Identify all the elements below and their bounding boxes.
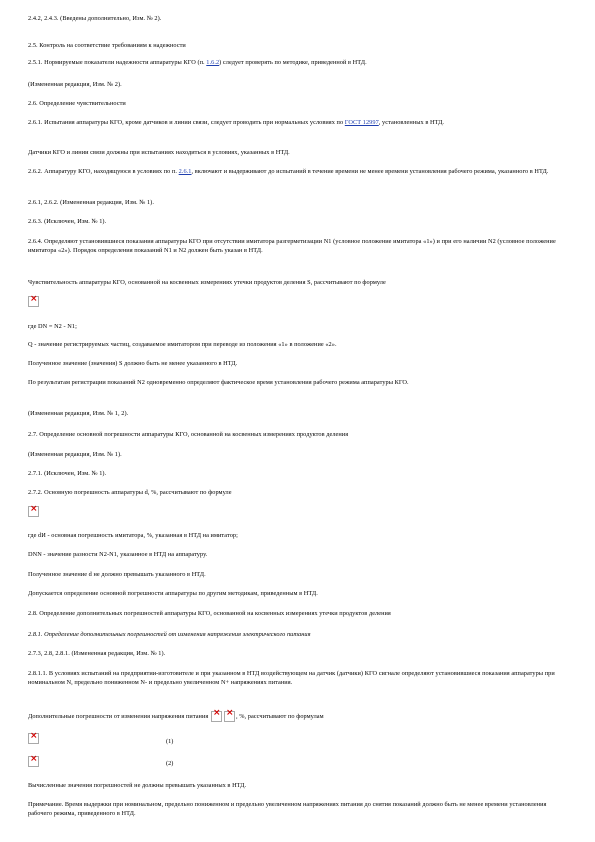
broken-image-icon xyxy=(28,733,39,744)
broken-image-icon xyxy=(28,506,39,517)
paragraph: 2.6.4. Определяют установившиеся показания аппаратуры КГО при отсутствии имитатора разгерметизации N1 (условное положение имитатора «1») и при его наличии N2 (условное положение имитатора «2»). Порядок определения показаний N1 и N2 должен быть указан в НТД. xyxy=(28,238,556,254)
equation-number: (2) xyxy=(166,760,174,767)
link-clause-2-6-1[interactable]: 2.6.1 xyxy=(178,168,192,175)
text: 2.6.1. Испытания аппаратуры КГО, кроме датчиков и линии связи, следует проводить при нормальных условиях по xyxy=(28,119,345,126)
paragraph xyxy=(28,58,561,67)
paragraph: (Измененная редакция, Изм. № 1). xyxy=(28,451,122,458)
paragraph: (Измененная редакция, Изм. № 2). xyxy=(28,81,122,88)
text: 2.6.2. Аппаратуру КГО, находящуюся в условиях по п. xyxy=(28,168,179,175)
link-clause-1-6-2[interactable]: 1.6.2 xyxy=(206,59,220,66)
section-heading: 2.5. Контроль на соответствие требованиям к надежности xyxy=(28,42,186,49)
paragraph: 2.6.3. (Исключен, Изм. № 1). xyxy=(28,218,107,225)
text: , включают и выдерживают до испытаний в течение времени не менее времени установления рабочего режима, указанного в НТД. xyxy=(191,168,549,175)
equation-number: (1) xyxy=(166,738,174,745)
paragraph: 2.4.2, 2.4.3. (Введены дополнительно, Изм. № 2). xyxy=(28,15,162,22)
paragraph: где dИ - основная погрешность имитатора, %, указанная в НТД на имитатор; xyxy=(28,532,238,539)
section-heading: 2.8. Определение дополнительных погрешностей аппаратуры КГО, основанной на косвенных измерениях утечки продуктов деления xyxy=(28,610,391,617)
paragraph xyxy=(28,167,561,176)
paragraph: где DN = N2 - N1; xyxy=(28,323,77,330)
broken-image-icon xyxy=(211,711,222,722)
paragraph: Датчики КГО и линии связи должны при испытаниях находиться в условиях, указанных в НТД. xyxy=(28,149,290,156)
link-gost-12997[interactable]: ГОСТ 12997 xyxy=(344,119,379,126)
section-heading: 2.6. Определение чувствительности xyxy=(28,100,126,107)
section-heading: 2.7. Определение основной погрешности аппаратуры КГО, основанной на косвенных измерениях продуктов деления xyxy=(28,431,349,438)
paragraph xyxy=(28,711,561,722)
paragraph: Вычисленные значения погрешностей не должны превышать указанных в НТД. xyxy=(28,782,247,789)
paragraph: Полученное значение d не должно превышать указанного в НТД. xyxy=(28,571,206,578)
broken-image-icon xyxy=(224,711,235,722)
paragraph: (Измененная редакция, Изм. № 1, 2). xyxy=(28,410,129,417)
paragraph: Допускается определение основной погрешности аппаратуры по другим методикам, приведенным в НТД. xyxy=(28,590,318,597)
paragraph: 2.8.1.1. В условиях испытаний на предприятии-изготовителе и при указанном в НТД воздействующем на датчик (датчики) КГО сигнале определяют установившиеся показания аппаратуры при номинальном N, предельно пониженном N- и предельно увеличенном N+ напряжениях питания. xyxy=(28,670,555,686)
text: , установленных в НТД. xyxy=(378,119,445,126)
subsection-heading: 2.8.1. Определение дополнительных погрешностей от изменения напряжения электрического питания xyxy=(28,631,311,638)
paragraph: 2.6.1, 2.6.2. (Измененная редакция, Изм. № 1). xyxy=(28,199,154,206)
paragraph: 2.7.2. Основную погрешность аппаратуры d, %, рассчитывают по формуле xyxy=(28,489,232,496)
text: ) следует проверять по методике, приведенной в НТД. xyxy=(219,59,367,66)
broken-image-icon xyxy=(28,296,39,307)
text: , %, рассчитывают по формулам xyxy=(235,712,324,720)
paragraph: 2.7.3, 2.8, 2.8.1. (Измененная редакция, Изм. № 1). xyxy=(28,650,166,657)
broken-image-icon xyxy=(28,756,39,767)
paragraph: DNN - значение разности N2-N1, указанное в НТД на аппаратуру. xyxy=(28,551,208,558)
paragraph: Полученное значение (значения) S должно быть не менее указанного в НТД. xyxy=(28,360,238,367)
note-paragraph: Примечание. Время выдержки при номинальном, предельно пониженном и предельно увеличенном напряжениях питания до снятия показаний должно быть не менее времени установления рабочего режима, приведенного в НТД. xyxy=(28,801,547,817)
text: 2.5.1. Нормируемые показатели надежности аппаратуры КГО (п. xyxy=(28,59,207,66)
text: Дополнительные погрешности от изменения напряжения питания xyxy=(28,712,210,720)
paragraph: Q - значение регистрируемых частиц, создаваемое имитатором при переводе из положения «1» в положение «2». xyxy=(28,341,337,348)
paragraph: Чувствительность аппаратуры КГО, основанной на косвенных измерениях утечки продуктов деления S, рассчитывают по формуле xyxy=(28,279,386,286)
paragraph xyxy=(28,118,561,127)
paragraph: По результатам регистрации показаний N2 одновременно определяют фактическое время установления рабочего режима аппаратуры КГО. xyxy=(28,379,409,386)
paragraph: 2.7.1. (Исключен, Изм. № 1). xyxy=(28,470,107,477)
